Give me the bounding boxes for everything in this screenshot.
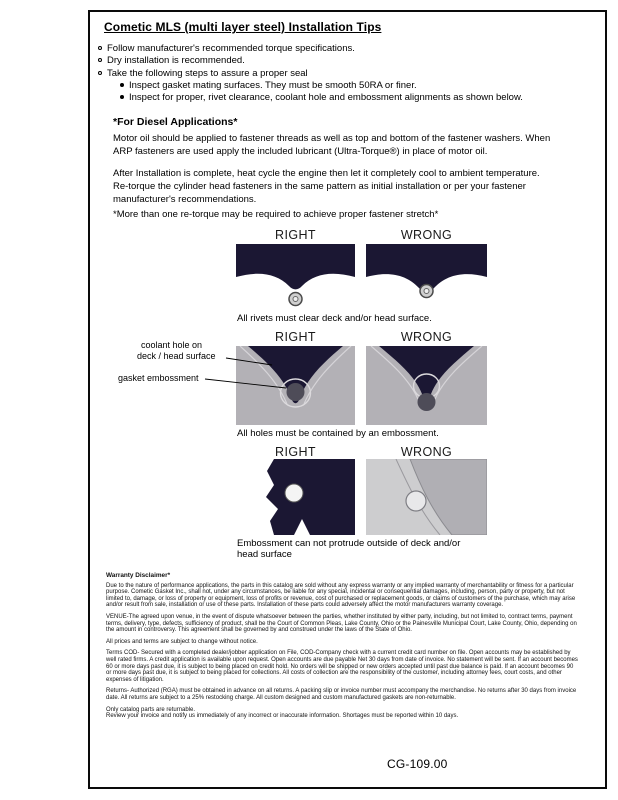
diagram-rivet-wrong xyxy=(366,244,487,310)
tip-text: Follow manufacturer's recommended torque specifications. xyxy=(107,43,355,54)
right-label-row1: RIGHT xyxy=(275,228,316,242)
open-bullet-icon xyxy=(98,46,102,50)
tip-bullet xyxy=(98,68,586,80)
caption-embossment: Embossment can not protrude outside of deck and/or head surface xyxy=(237,538,461,560)
retorque-note: *More than one re-torque may be required to achieve proper fastener stretch* xyxy=(113,209,439,220)
bolt-hole xyxy=(406,491,426,511)
warranty-paragraph: Review your invoice and notify us immediately of any incorrect or inaccurate information. Shortages must be reported within 10 days. xyxy=(106,713,459,720)
tip-text: Inspect gasket mating surfaces. They must be smooth 50RA or finer. xyxy=(129,79,417,91)
warranty-paragraph: Only catalog parts are returnable. xyxy=(106,706,196,713)
warranty-heading: Warranty Disclaimer* xyxy=(106,572,171,579)
open-bullet-icon xyxy=(98,71,102,75)
callout-gasket-embossment: gasket embossment xyxy=(118,373,199,383)
caption-holes: All holes must be contained by an embossment. xyxy=(237,428,439,439)
caption-rivets: All rivets must clear deck and/or head surface. xyxy=(237,313,432,324)
tip-text: Inspect for proper, rivet clearance, coolant hole and embossment alignments as shown below. xyxy=(129,92,523,104)
tip-text: Take the following steps to assure a proper seal xyxy=(107,67,308,79)
warranty-paragraph: Due to the nature of performance applications, the parts in this catalog are sold without any express warranty or any implied warranty of merchantability or fitness for a particular purpose. Cometic Gasket Inc., shall not, under any circumstances, be liable for any special, incidental or consequential damages, including, person, party or property, but not limited to, damage, or loss of property or equipment, loss of profits or revenue, cost of purchased or replacement goods, or claims of customers of the purchase, which may arise and/or result from sale, installation or use of these parts. Installation of these parts could adversely affect the motor manufacturers warranty coverage. xyxy=(106,582,576,609)
warranty-paragraph: VENUE-The agreed upon venue, in the event of dispute whatsoever between the parties, whether instituted by either party, including, but not limited to, contract terms, payment terms, delivery, type, defects, sufficiency of product, shall be the Court of Common Pleas, Lake County, Ohio or the Painesville Municipal Court, Lake County, Ohio, depending on the amount in controversy. This agreement shall be governed by and construed under the laws of the State of Ohio. xyxy=(106,613,577,634)
filled-bullet-icon xyxy=(120,95,124,99)
warranty-paragraph: Returns- Authorized (RGA) must be obtained in advance on all returns. A packing slip or invoice number must accompany the merchandise. No returns after 30 days from invoice date. All returns are subject to a 25% restocking charge. All custom designed and custom manufactured gaskets are non-returnable. xyxy=(106,688,577,701)
diesel-paragraph-2: After Installation is complete, heat cycle the engine then let it completely cool to ambient temperature. Re-torque the cylinder head fasteners in the same pattern as initial installation or per your fastener manufacturer's recommendations. xyxy=(113,168,540,205)
tips-list xyxy=(98,43,586,104)
callout-line-coolant-hole xyxy=(226,358,272,365)
wrong-label-row3: WRONG xyxy=(400,445,453,459)
coolant-hole xyxy=(418,393,436,411)
callout-coolant-hole-line1: coolant hole on xyxy=(141,340,203,350)
callout-lines xyxy=(200,352,290,394)
diagram-rivet-right xyxy=(236,244,355,310)
warranty-disclaimer xyxy=(106,573,578,725)
callout-coolant-hole-line2: deck / head surface xyxy=(137,351,216,361)
diagram-hole-wrong xyxy=(366,346,487,425)
page-title: Cometic MLS (multi layer steel) Installation Tips xyxy=(104,20,382,34)
tip-sub-bullet xyxy=(120,92,586,104)
right-label-row2: RIGHT xyxy=(275,330,316,344)
right-label-row3: RIGHT xyxy=(275,445,316,459)
diagram-embossment-wrong xyxy=(366,459,487,535)
tip-sub-bullet xyxy=(120,80,586,92)
catalog-page-code: CG-109.00 xyxy=(387,757,448,771)
diesel-paragraph-1: Motor oil should be applied to fastener threads as well as top and bottom of the fastener washers. When ARP fasteners are used apply the included lubricant (Ultra-Torque®) in place of motor oil. xyxy=(113,133,551,157)
diesel-heading: *For Diesel Applications* xyxy=(113,116,238,128)
tip-bullet xyxy=(98,43,586,55)
wrong-label-row2: WRONG xyxy=(400,330,453,344)
filled-bullet-icon xyxy=(120,83,124,87)
tip-bullet xyxy=(98,55,586,67)
open-bullet-icon xyxy=(98,58,102,62)
warranty-paragraph: All prices and terms are subject to change without notice. xyxy=(106,638,258,645)
callout-line-embossment xyxy=(205,379,286,388)
diagram-embossment-right xyxy=(236,459,355,535)
tip-text: Dry installation is recommended. xyxy=(107,55,245,67)
warranty-paragraph: Terms COD- Secured with a completed dealer/jobber application on File, COD-Company check with a current credit card number on file. Open accounts may be established by well rated firms. A credit application is available upon request. Open accounts are due payable Net 30 days from date of invoice. No statement will be sent. If an account becomes 60 or more days past due, it is subject to being placed on credit hold. No orders will be shipped or new orders accepted until past due balance is paid. If an account becomes 90 or more days past due, it is subject to being placed for collections. All costs of collection are the responsibility of the customer, including attorney fees, court costs, and other expenses of litigation. xyxy=(106,650,578,683)
bolt-hole xyxy=(285,484,303,502)
wrong-label-row1: WRONG xyxy=(400,228,453,242)
